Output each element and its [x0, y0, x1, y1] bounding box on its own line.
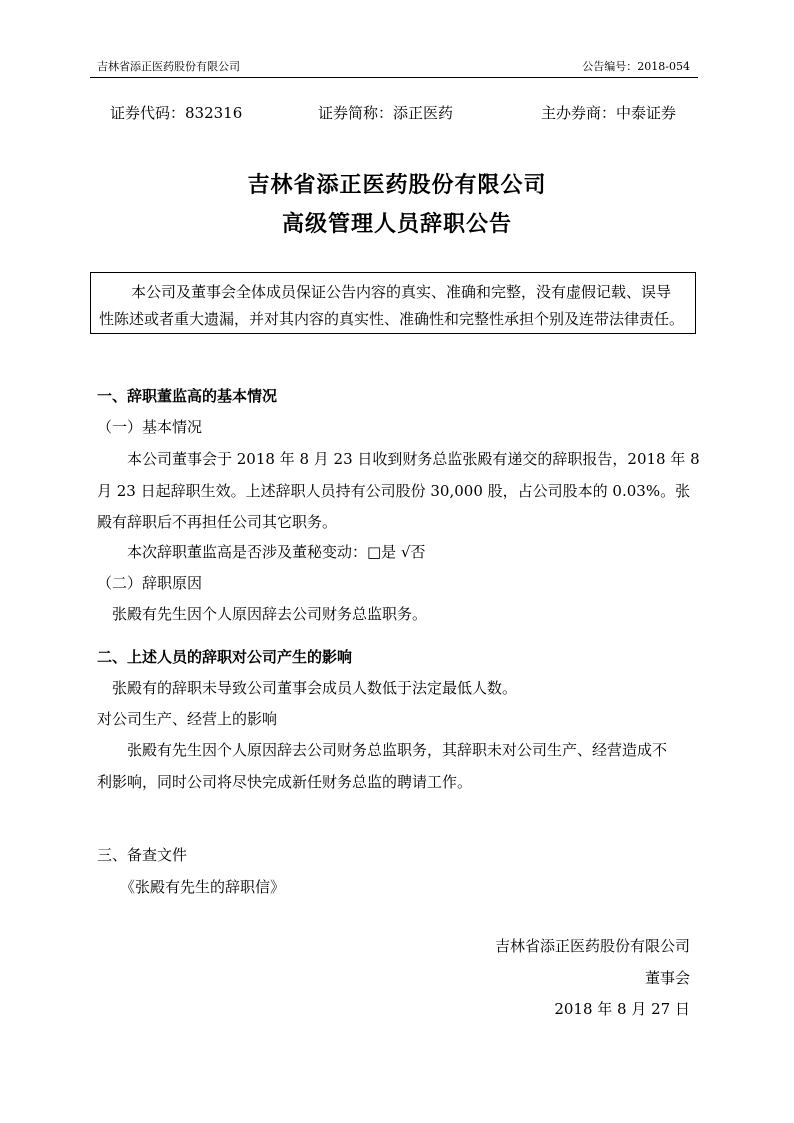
- section-1-subheading-2: （二）辞职原因: [97, 574, 203, 592]
- disclaimer-line-1: 本公司及董事会全体成员保证公告内容的真实、准确和完整，没有虚假记载、误导: [131, 283, 672, 301]
- securities-broker: 主办券商：中泰证券: [541, 104, 677, 122]
- section-2-paragraph-2-line-2: 利影响，同时公司将尽快完成新任财务总监的聘请工作。: [97, 773, 473, 791]
- securities-short-name: 证券简称：添正医药: [318, 104, 454, 122]
- section-1-heading: 一、辞职董监高的基本情况: [97, 387, 278, 405]
- section-2-subheading: 对公司生产、经营上的影响: [97, 710, 278, 728]
- disclaimer-box: [90, 272, 696, 334]
- announcement-number: 公告编号：2018-054: [582, 60, 690, 73]
- signature-company: 吉林省添正医药股份有限公司: [494, 937, 690, 955]
- section-2-heading: 二、上述人员的辞职对公司产生的影响: [97, 648, 353, 666]
- section-1-subheading-1: （一）基本情况: [97, 418, 203, 436]
- section-1-paragraph-1-line-1: 本公司董事会于 2018 年 8 月 23 日收到财务总监张殿有递交的辞职报告，2018 年 8: [127, 450, 700, 468]
- section-3-document-item: 《张殿有先生的辞职信》: [120, 878, 286, 896]
- header-company: 吉林省添正医药股份有限公司: [97, 60, 240, 73]
- header-rule: [90, 77, 698, 78]
- page-subtitle: 高级管理人员辞职公告: [281, 211, 512, 237]
- section-1-paragraph-1-line-2: 月 23 日起辞职生效。上述辞职人员持有公司股份 30,000 股，占公司股本的 0.03%。张: [97, 482, 691, 500]
- page-title: 吉林省添正医药股份有限公司: [247, 172, 547, 198]
- section-3-heading: 三、备查文件: [97, 846, 188, 864]
- section-1-secretary-change: 本次辞职董监高是否涉及董秘变动：□是 √否: [127, 543, 426, 561]
- signature-date: 2018 年 8 月 27 日: [554, 1000, 690, 1018]
- disclaimer-line-2: 性陈述或者重大遗漏，并对其内容的真实性、准确性和完整性承担个别及连带法律责任。: [99, 310, 685, 328]
- section-1-paragraph-1-line-3: 殿有辞职后不再担任公司其它职务。: [97, 513, 338, 531]
- section-1-reason: 张殿有先生因个人原因辞去公司财务总监职务。: [112, 605, 428, 623]
- signature-board: 董事会: [644, 969, 690, 987]
- section-2-paragraph-1: 张殿有的辞职未导致公司董事会成员人数低于法定最低人数。: [112, 679, 518, 697]
- section-2-paragraph-2-line-1: 张殿有先生因个人原因辞去公司财务总监职务，其辞职未对公司生产、经营造成不: [127, 741, 668, 759]
- securities-code: 证券代码：832316: [110, 104, 243, 122]
